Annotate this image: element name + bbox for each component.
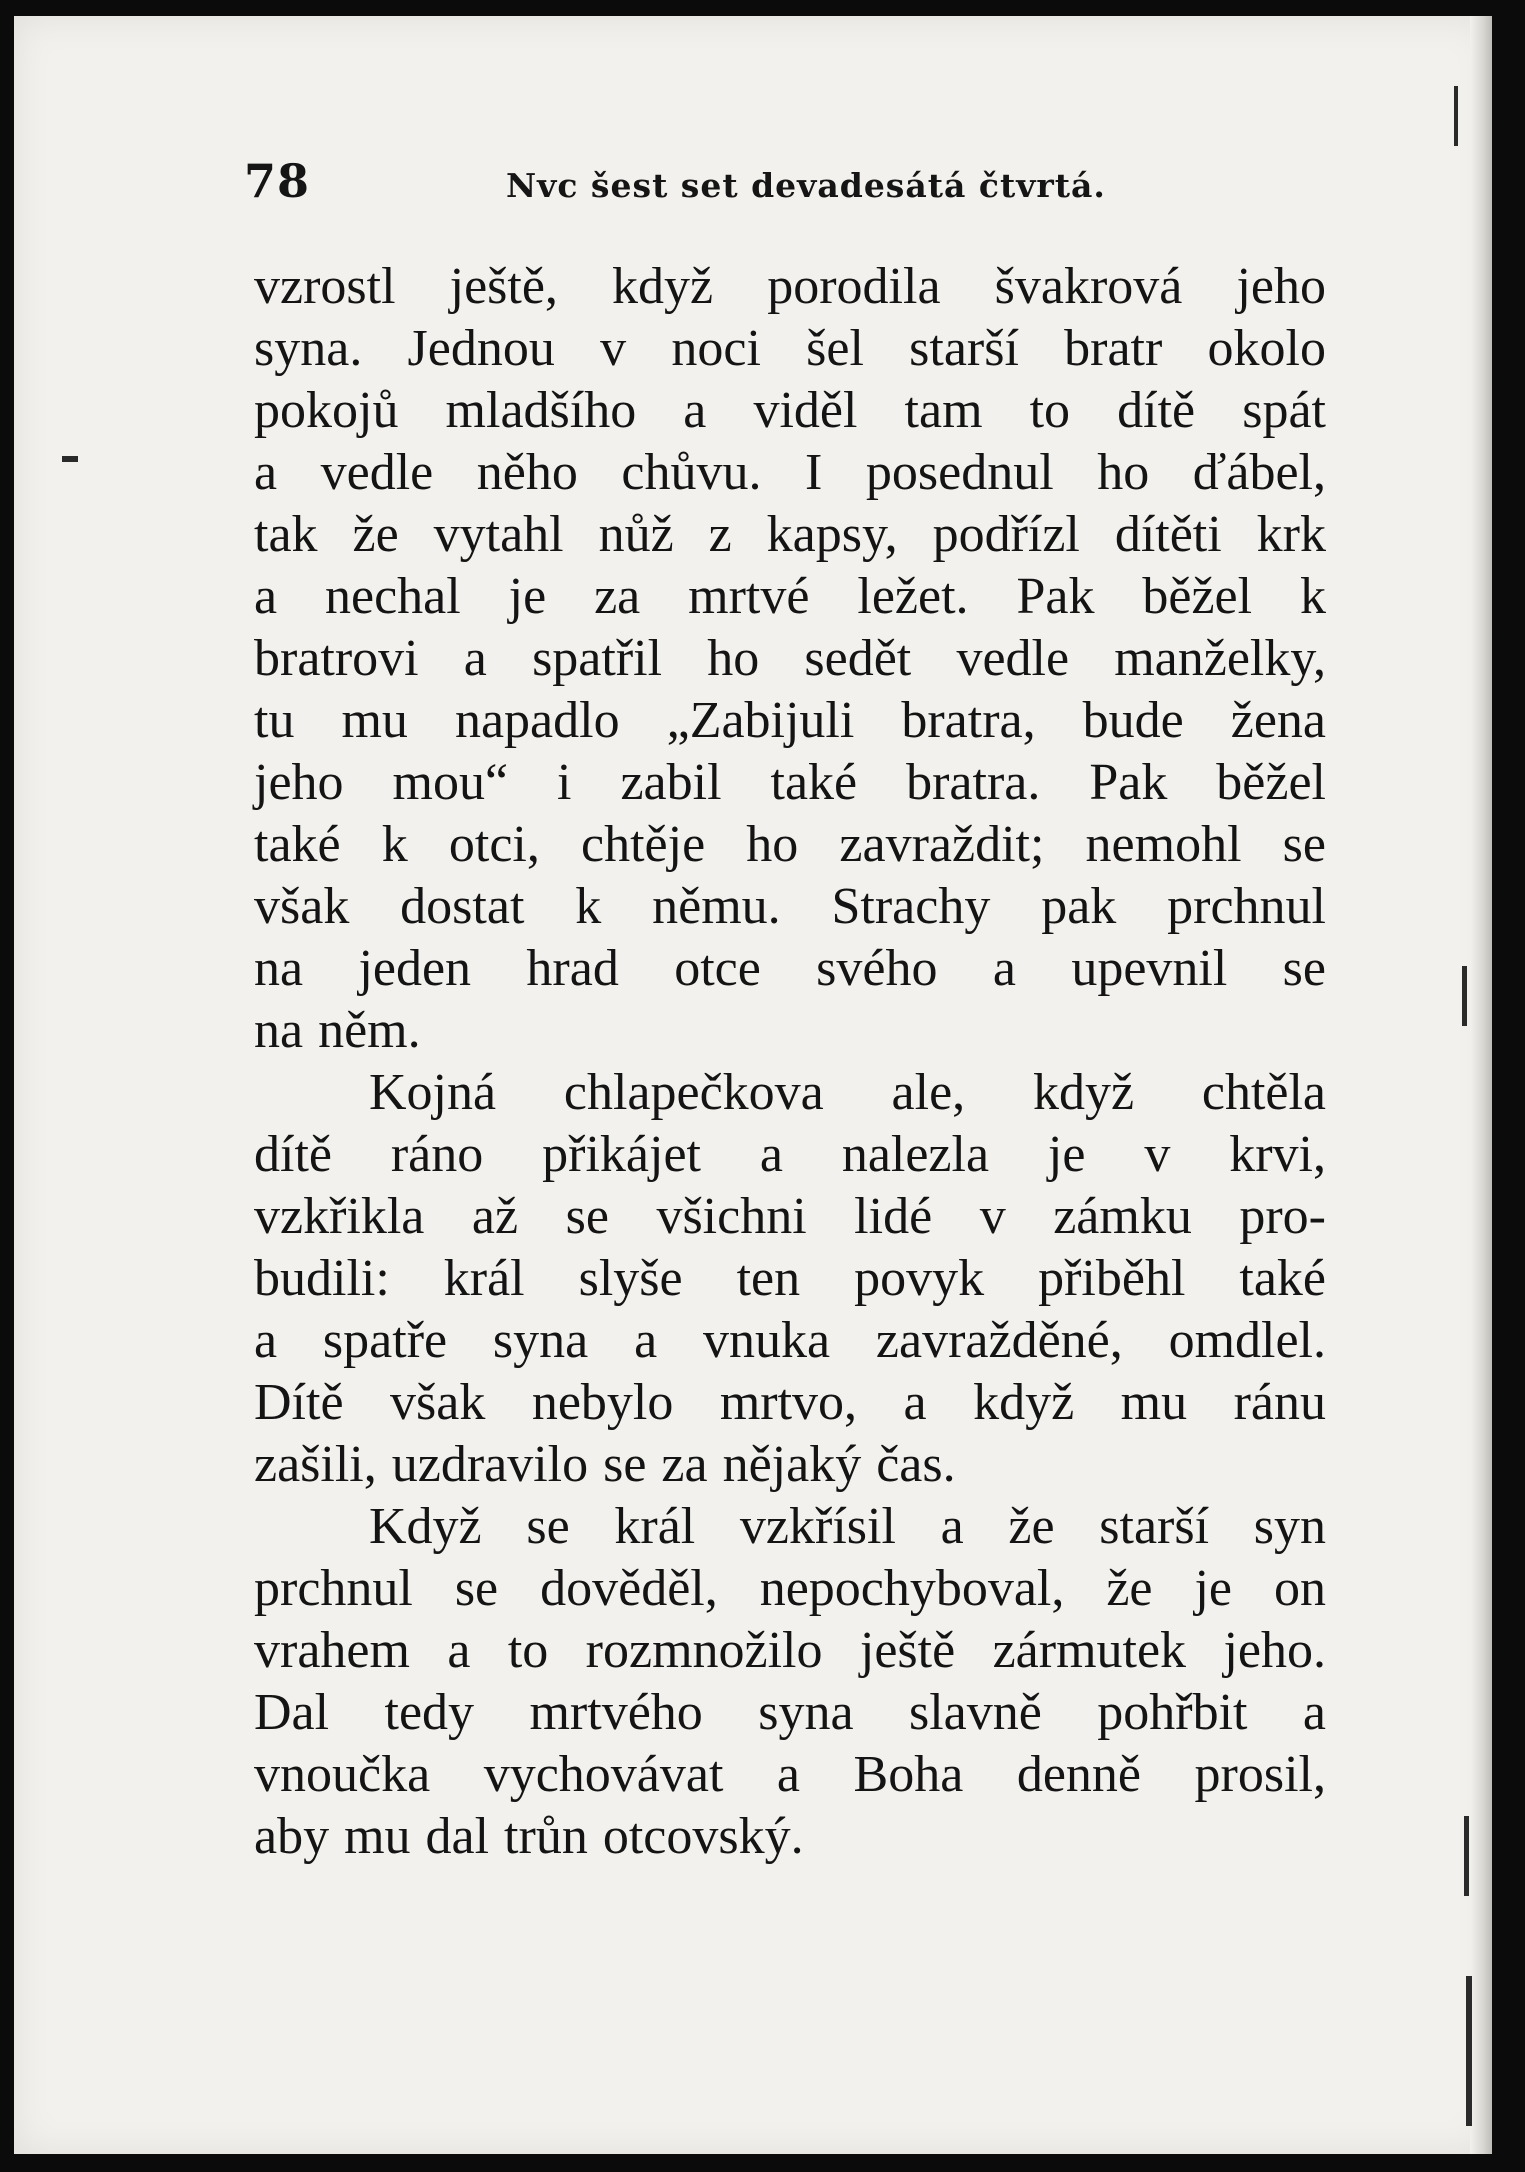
text-line: Dítě však nebylo mrtvo, a když mu ránu [254, 1374, 1326, 1431]
text-line: tak že vytahl nůž z kapsy, podřízl dítěti krk [254, 506, 1326, 563]
margin-mark [1454, 86, 1458, 146]
paragraph-start-line: Kojná chlapečkova ale, když chtěla [369, 1064, 1326, 1121]
text-line: budili: král slyše ten povyk přiběhl také [254, 1250, 1326, 1307]
text-line: a nechal je za mrtvé ležet. Pak běžel k [254, 568, 1326, 625]
text-line: Dal tedy mrtvého syna slavně pohřbit a [254, 1684, 1326, 1741]
text-line: dítě ráno přikájet a nalezla je v krvi, [254, 1126, 1326, 1183]
text-line: pokojů mladšího a viděl tam to dítě spát [254, 382, 1326, 439]
page-edge [1470, 16, 1492, 2154]
text-line: aby mu dal trůn otcovský. [254, 1808, 804, 1865]
margin-mark [62, 456, 78, 462]
text-line: jeho mou“ i zabil také bratra. Pak běžel [254, 754, 1326, 811]
text-line: také k otci, chtěje ho zavraždit; nemohl se [254, 816, 1326, 873]
text-line: bratrovi a spatřil ho sedět vedle manželky, [254, 630, 1326, 687]
margin-mark [1464, 1816, 1469, 1896]
text-line: vzrostl ještě, když porodila švakrová jeho [254, 258, 1326, 315]
text-line: a spatře syna a vnuka zavražděné, omdlel. [254, 1312, 1326, 1369]
text-line: na jeden hrad otce svého a upevnil se [254, 940, 1326, 997]
paragraph-start-line: Když se král vzkřísil a že starší syn [369, 1498, 1326, 1555]
text-line: vnoučka vychovávat a Boha denně prosil, [254, 1746, 1326, 1803]
margin-mark [1466, 1976, 1472, 2126]
margin-mark [1462, 966, 1467, 1026]
book-page [14, 16, 1492, 2154]
text-line: vrahem a to rozmnožilo ještě zármutek jeho. [254, 1622, 1326, 1679]
body-text [254, 256, 1326, 1868]
running-head: Nvc šest set devadesátá čtvrtá. [506, 166, 1106, 205]
text-line: prchnul se dověděl, nepochyboval, že je on [254, 1560, 1326, 1617]
page-header [244, 154, 1344, 214]
text-line: tu mu napadlo „Zabijuli bratra, bude žena [254, 692, 1326, 749]
text-line: a vedle něho chůvu. I posednul ho ďábel, [254, 444, 1326, 501]
text-line: na něm. [254, 1002, 421, 1059]
text-line: syna. Jednou v noci šel starší bratr okolo [254, 320, 1326, 377]
text-line: však dostat k němu. Strachy pak prchnul [254, 878, 1326, 935]
text-line: zašili, uzdravilo se za nějaký čas. [254, 1436, 956, 1493]
text-line: vzkřikla až se všichni lidé v zámku pro- [254, 1188, 1326, 1245]
page-number: 78 [244, 154, 311, 208]
